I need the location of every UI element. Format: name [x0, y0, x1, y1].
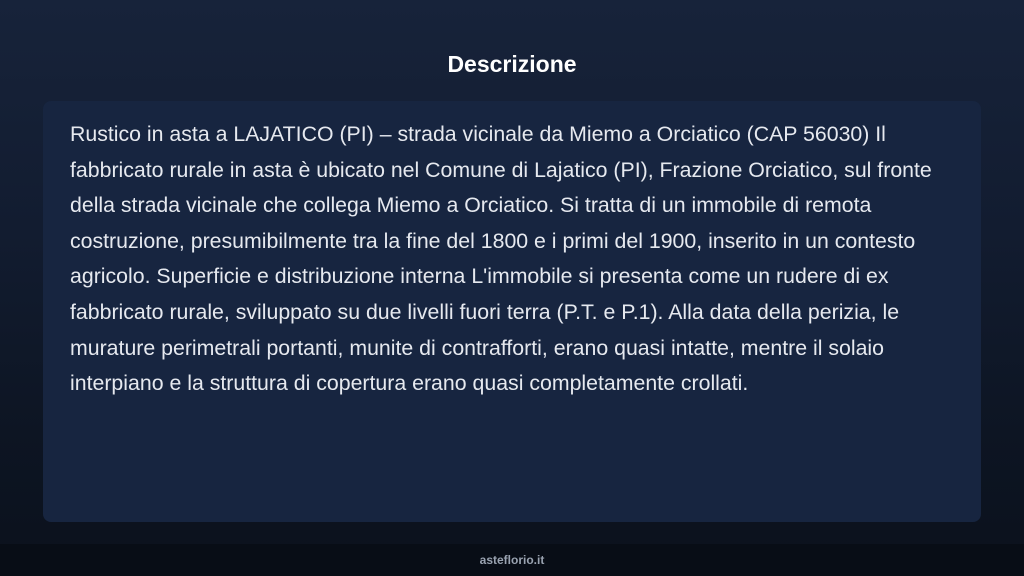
description-card	[43, 101, 981, 522]
page-title: Descrizione	[447, 51, 577, 77]
description-text: Rustico in asta a LAJATICO (PI) – strada vicinale da Miemo a Orciatico (CAP 56030) Il fabbricato rurale in asta è ubicato nel Comune di Lajatico (PI), Frazione Orciatico, sul fronte della strada vicinale che collega Miemo a Orciatico. Si tratta di un immobile di remota costruzione, presumibilmente tra la fine del 1800 e i primi del 1900, inserito in un contesto agricolo. Superficie e distribuzione interna L'immobile si presenta come un rudere di ex fabbricato rurale, sviluppato su due livelli fuori terra (P.T. e P.1). Alla data della perizia, le murature perimetrali portanti, munite di contrafforti, erano quasi intatte, mentre il solaio interpiano e la struttura di copertura erano quasi completamente crollati.	[70, 122, 932, 396]
footer-bar	[0, 544, 1024, 576]
footer-brand: asteflorio.it	[479, 553, 545, 567]
